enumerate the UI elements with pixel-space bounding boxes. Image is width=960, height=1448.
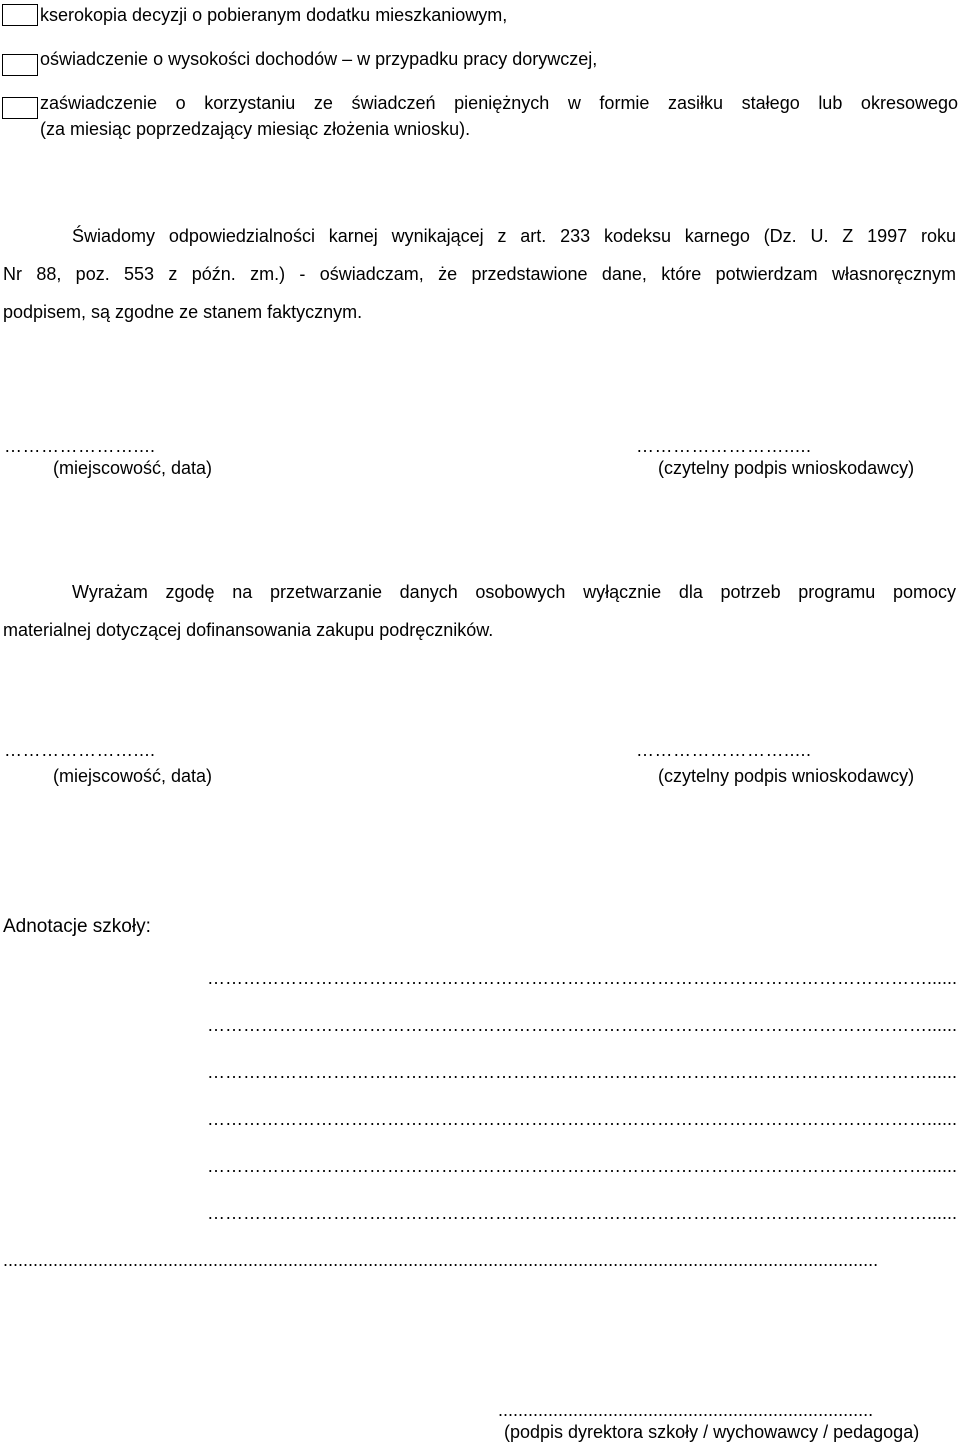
consent-line-2: materialnej dotyczącej dofinansowania zakupu podręczników. bbox=[3, 620, 494, 640]
checklist-item-income-statement: oświadczenie o wysokości dochodów – w przypadku pracy dorywczej, bbox=[40, 49, 598, 69]
place-date-dots-1: ………………….... bbox=[4, 436, 156, 456]
place-date-caption-2: (miejscowość, data) bbox=[53, 766, 213, 786]
applicant-signature-dots-2: ……………………..... bbox=[636, 740, 812, 760]
declaration-line-1: Świadomy odpowiedzialności karnej wynikającej z art. 233 kodeksu karnego (Dz. U. Z 1997 roku bbox=[72, 226, 956, 246]
school-notes-line-7[interactable]: ............................................................................................................................................................................... bbox=[3, 1250, 879, 1270]
declaration-line-2: Nr 88, poz. 553 z późn. zm.) - oświadczam, że przedstawione dane, które potwierdzam własnoręcznym bbox=[3, 264, 956, 284]
director-signature-dots: ........................................................................... bbox=[498, 1400, 874, 1420]
applicant-signature-caption-2: (czytelny podpis wnioskodawcy) bbox=[658, 766, 915, 786]
checkbox-benefit-certificate[interactable] bbox=[2, 97, 38, 119]
school-notes-line-5[interactable]: …………………………………………………………………………………………………………...... bbox=[206, 1156, 957, 1176]
director-signature-caption: (podpis dyrektora szkoły / wychowawcy / pedagoga) bbox=[504, 1422, 920, 1442]
consent-line-1: Wyrażam zgodę na przetwarzanie danych osobowych wyłącznie dla potrzeb programu pomocy bbox=[72, 582, 956, 602]
checkbox-income-statement[interactable] bbox=[2, 54, 38, 76]
checkbox-housing-allowance[interactable] bbox=[2, 4, 38, 26]
school-notes-line-4[interactable]: …………………………………………………………………………………………………………...... bbox=[206, 1109, 957, 1129]
applicant-signature-dots-1: ……………………..... bbox=[636, 436, 812, 456]
school-notes-line-2[interactable]: …………………………………………………………………………………………………………...... bbox=[206, 1015, 957, 1035]
place-date-dots-2: ………………….... bbox=[4, 740, 156, 760]
school-notes-line-1[interactable]: …………………………………………………………………………………………………………...... bbox=[206, 968, 957, 988]
applicant-signature-caption-1: (czytelny podpis wnioskodawcy) bbox=[658, 458, 915, 478]
checklist-item-benefit-certificate-cont: (za miesiąc poprzedzający miesiąc złożenia wniosku). bbox=[40, 119, 471, 139]
school-notes-line-3[interactable]: …………………………………………………………………………………………………………...... bbox=[206, 1062, 957, 1082]
school-notes-line-6[interactable]: …………………………………………………………………………………………………………...... bbox=[206, 1203, 957, 1223]
place-date-caption-1: (miejscowość, data) bbox=[53, 458, 213, 478]
declaration-line-3: podpisem, są zgodne ze stanem faktycznym. bbox=[3, 302, 363, 322]
checklist-item-housing-allowance: kserokopia decyzji o pobieranym dodatku mieszkaniowym, bbox=[40, 5, 508, 25]
checklist-item-benefit-certificate: zaświadczenie o korzystaniu ze świadczeń pieniężnych w formie zasiłku stałego lub okresowego bbox=[40, 93, 958, 113]
school-notes-title: Adnotacje szkoły: bbox=[3, 916, 151, 937]
